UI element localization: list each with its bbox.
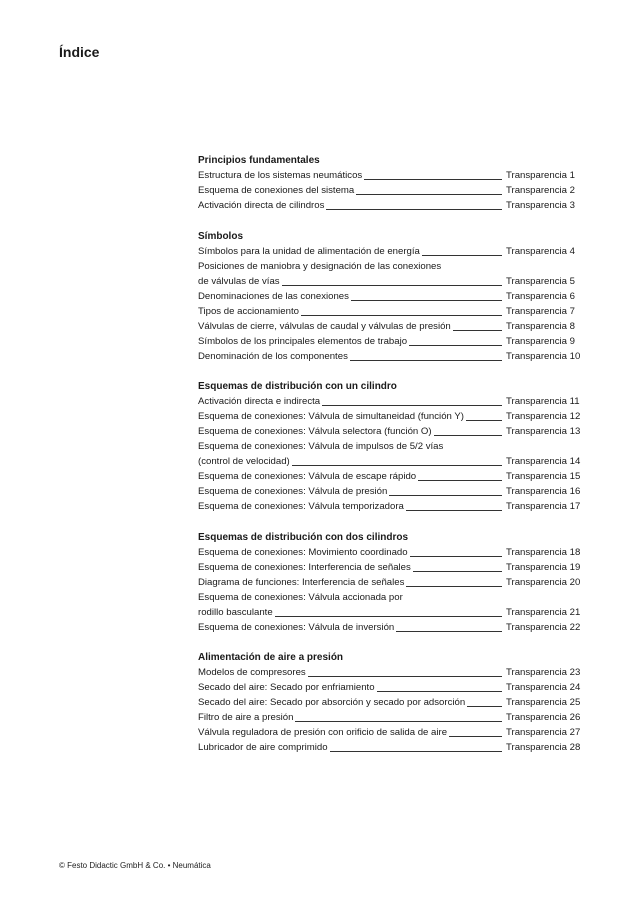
entry-page: Transparencia 13 [506,426,581,437]
entry-page: Transparencia 1 [504,168,578,183]
entry-page: Transparencia 25 [506,697,581,708]
entry-page: Transparencia 4 [504,244,578,259]
footer: © Festo Didactic GmbH & Co. • Neumática [59,861,211,870]
toc-entry[interactable] [198,394,578,409]
toc-entry[interactable] [198,575,581,590]
toc-entry[interactable] [198,484,581,499]
toc-section [198,650,581,755]
toc-entry[interactable] [198,499,581,514]
entry-page: Transparencia 3 [504,198,578,213]
toc-entry[interactable] [198,710,581,725]
toc-entry[interactable] [198,168,578,183]
entry-text: Esquema de conexiones: Válvula de inversión [198,621,395,633]
toc-section [198,153,578,213]
toc-entry[interactable] [198,424,581,439]
toc-entry[interactable] [198,560,581,575]
entry-text: Esquema de conexiones: Válvula selectora (función O) [198,426,432,437]
entry-page: Transparencia 12 [506,411,581,422]
toc-entry[interactable] [198,605,581,620]
entry-text: Secado del aire: Secado por absorción y secado por adsorción [198,697,466,708]
toc-section [198,530,581,635]
section-title: Alimentación de aire a presión [198,652,344,663]
toc-entry[interactable] [198,725,581,740]
table-of-contents [198,153,581,771]
toc-entry[interactable] [198,439,578,454]
entry-page: Transparencia 23 [506,667,581,678]
toc-entry[interactable] [198,469,581,484]
section-title: Símbolos [198,230,244,242]
entry-page: Transparencia 6 [504,289,578,304]
entry-text: Símbolos de los principales elementos de trabajo [198,335,408,347]
entry-page: Transparencia 18 [506,546,581,558]
entry-page: Transparencia 28 [506,742,581,753]
entry-text: (control de velocidad) [198,456,290,467]
toc-entry[interactable] [198,740,581,755]
entry-text: Símbolos para la unidad de alimentación de energía [198,245,420,257]
entry-text: Estructura de los sistemas neumáticos [198,170,363,181]
toc-entry[interactable] [198,349,581,364]
entry-text: Válvulas de cierre, válvulas de caudal y válvulas de presión [198,320,451,332]
entry-page: Transparencia 26 [506,712,581,723]
entry-page: Transparencia 27 [506,727,581,738]
toc-entry[interactable] [198,274,578,289]
toc-entry[interactable] [198,590,578,605]
entry-page: Transparencia 5 [504,274,578,289]
section-title: Esquemas de distribución con dos cilindros [198,531,409,543]
entry-text: Válvula reguladora de presión con orificio de salida de aire [198,727,448,738]
entry-page: Transparencia 22 [506,621,581,633]
entry-page: Transparencia 19 [506,561,581,573]
entry-text: Modelos de compresores [198,667,306,678]
toc-entry[interactable] [198,259,578,274]
entry-text: Activación directa e indirecta [198,396,321,407]
entry-text: Tipos de accionamiento [198,305,299,317]
toc-entry[interactable] [198,304,578,319]
toc-section [198,229,581,364]
toc-entry[interactable] [198,183,578,198]
entry-text: Activación directa de cilindros [198,200,325,211]
toc-section [198,379,581,514]
entry-text: rodillo basculante [198,606,273,618]
entry-text: Secado del aire: Secado por enfriamiento [198,682,375,693]
entry-text: Diagrama de funciones: Interferencia de señales [198,576,405,588]
entry-text: Esquema de conexiones: Válvula temporizadora [198,501,404,512]
toc-entry[interactable] [198,409,581,424]
section-title: Esquemas de distribución con un cilindro [198,381,397,392]
entry-page: Transparencia 17 [506,501,581,512]
entry-text: Esquema de conexiones: Válvula de impulsos de 5/2 vías [198,441,444,452]
entry-text: Posiciones de maniobra y designación de las conexiones [198,260,442,272]
entry-page: Transparencia 10 [506,350,581,362]
toc-entry[interactable] [198,680,581,695]
entry-text: de válvulas de vías [198,275,280,287]
entry-page: Transparencia 2 [504,183,578,198]
entry-page: Transparencia 21 [506,606,581,618]
entry-text: Esquema de conexiones del sistema [198,185,355,196]
entry-page: Transparencia 9 [504,334,578,349]
entry-page: Transparencia 11 [506,396,580,407]
entry-page: Transparencia 24 [506,682,581,693]
entry-page: Transparencia 15 [506,471,581,482]
entry-page: Transparencia 20 [506,576,581,588]
entry-text: Denominaciones de las conexiones [198,290,349,302]
entry-page: Transparencia 7 [504,304,578,319]
toc-entry[interactable] [198,198,578,213]
entry-page: Transparencia 14 [506,456,581,467]
entry-text: Denominación de los componentes [198,350,348,362]
entry-text: Esquema de conexiones: Movimiento coordinado [198,546,408,558]
entry-page: Transparencia 8 [504,319,578,334]
entry-page: Transparencia 16 [506,486,581,497]
entry-text: Filtro de aire a presión [198,712,294,723]
toc-entry[interactable] [198,695,581,710]
page-title: Índice [59,44,100,60]
entry-text: Esquema de conexiones: Válvula de escape rápido [198,471,417,482]
toc-entry[interactable] [198,545,581,560]
entry-text: Esquema de conexiones: Válvula accionada por [198,591,403,603]
toc-entry[interactable] [198,289,578,304]
toc-entry[interactable] [198,620,581,635]
entry-text: Esquema de conexiones: Válvula de presión [198,486,388,497]
toc-entry[interactable] [198,665,581,680]
toc-entry[interactable] [198,454,581,469]
entry-text: Lubricador de aire comprimido [198,742,328,753]
toc-entry[interactable] [198,334,578,349]
entry-text: Esquema de conexiones: Válvula de simultaneidad (función Y) [198,411,464,422]
entry-text: Esquema de conexiones: Interferencia de señales [198,561,411,573]
section-title: Principios fundamentales [198,155,320,166]
toc-entry[interactable] [198,319,578,334]
toc-entry[interactable] [198,244,578,259]
